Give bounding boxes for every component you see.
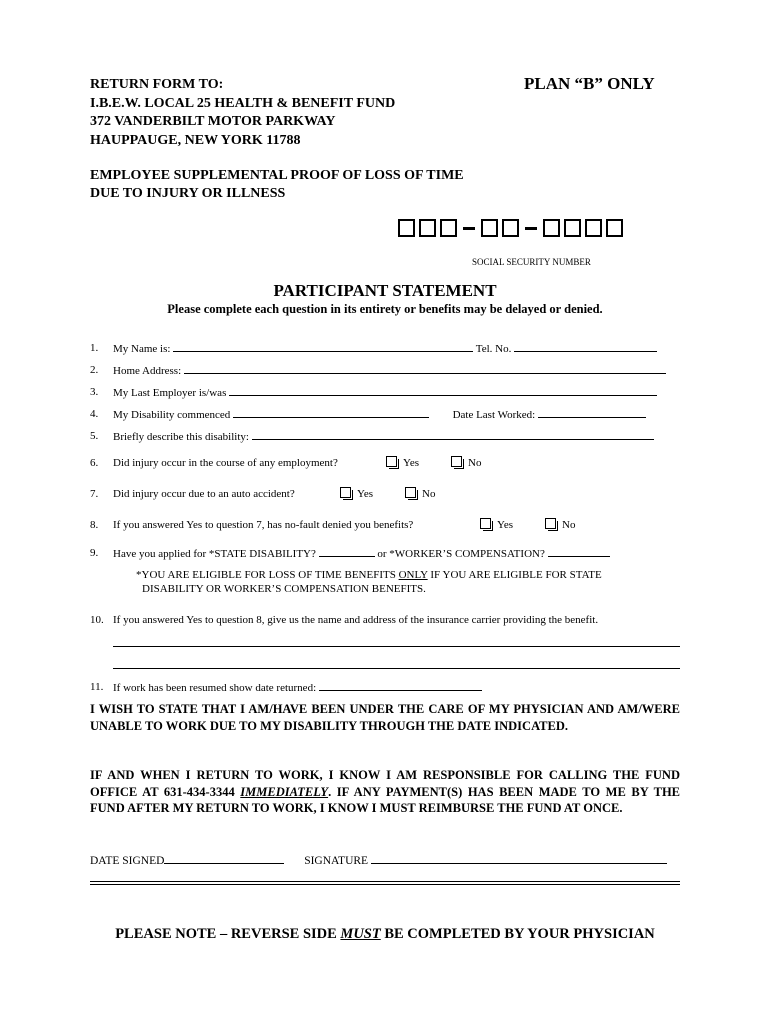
form-title	[90, 167, 464, 203]
date-last-worked-field[interactable]	[538, 407, 646, 418]
checkbox[interactable]	[386, 456, 397, 467]
date-signed-label: DATE SIGNED	[90, 855, 165, 867]
immediately-emphasis: IMMEDIATELY	[240, 784, 329, 799]
city-address: HAUPPAUGE, NEW YORK 11788	[90, 132, 301, 148]
question-number: 9.	[90, 547, 99, 559]
date-last-worked-label: Date Last Worked:	[452, 409, 536, 421]
footer-text: BE COMPLETED BY YOUR PHYSICIAN	[380, 926, 655, 942]
date-signed-field[interactable]	[164, 853, 284, 864]
date-returned-field[interactable]	[319, 680, 482, 691]
divider	[90, 881, 680, 882]
ssn-separator	[525, 227, 537, 230]
ssn-separator	[463, 227, 475, 230]
must-emphasis: MUST	[340, 926, 381, 942]
tel-label: Tel. No.	[475, 343, 512, 355]
employment-no-option[interactable]	[451, 456, 481, 470]
return-text: . IF ANY PAYMENT(S) HAS BEEN MADE TO ME BY THE FUND AFTER MY RETURN TO WORK, I KNOW I MUST REIMBURSE THE FUND AT ONCE.	[90, 784, 680, 815]
tel-field[interactable]	[514, 341, 657, 352]
ssn-digit-box[interactable]	[564, 219, 581, 237]
yes-label: Yes	[403, 457, 420, 469]
date-returned-label: If work has been resumed show date returned:	[113, 682, 317, 694]
ssn-digit-box[interactable]	[440, 219, 457, 237]
auto-no-option[interactable]	[405, 487, 435, 501]
signature-row	[90, 853, 667, 867]
fund-name: I.B.E.W. LOCAL 25 HEALTH & BENEFIT FUND	[90, 95, 396, 111]
signature-label: SIGNATURE	[304, 855, 369, 867]
state-disability-field[interactable]	[319, 546, 375, 557]
home-address-field[interactable]	[184, 363, 666, 374]
form-title-line1: EMPLOYEE SUPPLEMENTAL PROOF OF LOSS OF TIME	[90, 168, 464, 183]
insurance-carrier-question: If you answered Yes to question 8, give us the name and address of the insurance carrier providing the benefit.	[113, 614, 599, 626]
auto-yes-option[interactable]	[340, 487, 373, 501]
no-label: No	[468, 457, 482, 469]
physician-note	[0, 926, 770, 943]
yes-label: Yes	[497, 519, 514, 531]
last-employer-field[interactable]	[229, 385, 657, 396]
name-field[interactable]	[173, 341, 473, 352]
state-disability-label: Have you applied for *STATE DISABILITY?	[113, 548, 316, 560]
divider	[90, 884, 680, 885]
return-to-work-statement	[90, 767, 680, 817]
question-number: 11.	[90, 681, 104, 693]
no-label: No	[422, 488, 436, 500]
workers-comp-label: or *WORKER’S COMPENSATION?	[377, 548, 545, 560]
question-number: 7.	[90, 488, 99, 500]
question-number: 4.	[90, 408, 99, 420]
ssn-digit-box[interactable]	[502, 219, 519, 237]
question-number: 8.	[90, 519, 99, 531]
physician-care-statement: I WISH TO STATE THAT I AM/HAVE BEEN UNDER THE CARE OF MY PHYSICIAN AND AM/WERE UNABLE TO WORK DUE TO MY DISABILITY THROUGH THE DATE INDICATED.	[90, 702, 680, 733]
employment-question: Did injury occur in the course of any employment?	[113, 457, 338, 469]
question-number: 3.	[90, 386, 99, 398]
only-emphasis: ONLY	[398, 569, 428, 581]
ssn-digit-box[interactable]	[419, 219, 436, 237]
checkbox[interactable]	[340, 487, 351, 498]
last-employer-label: My Last Employer is/was	[113, 387, 227, 399]
no-label: No	[562, 519, 576, 531]
checkbox[interactable]	[451, 456, 462, 467]
street-address: 372 VANDERBILT MOTOR PARKWAY	[90, 114, 336, 129]
question-number: 6.	[90, 457, 99, 469]
ssn-input-group	[398, 219, 627, 237]
question-number: 2.	[90, 364, 99, 376]
checkbox[interactable]	[405, 487, 416, 498]
insurance-carrier-field-line2[interactable]	[113, 668, 680, 669]
disability-description-label: Briefly describe this disability:	[113, 431, 249, 443]
eligibility-text: IF YOU ARE ELIGIBLE FOR STATE	[427, 569, 602, 581]
workers-comp-field[interactable]	[548, 546, 610, 557]
ssn-digit-box[interactable]	[398, 219, 415, 237]
question-number: 10.	[90, 614, 104, 626]
return-text: IF AND WHEN I RETURN TO WORK, I KNOW I AM RESPONSIBLE FOR CALLING THE FUND OFFICE AT 631-434-3344	[90, 768, 680, 799]
return-address-block	[90, 76, 395, 150]
ssn-digit-box[interactable]	[606, 219, 623, 237]
auto-accident-question: Did injury occur due to an auto accident?	[113, 488, 295, 500]
no-fault-question: If you answered Yes to question 7, has no-fault denied you benefits?	[113, 519, 414, 531]
signature-field[interactable]	[371, 853, 667, 864]
checkbox[interactable]	[480, 518, 491, 529]
employment-yes-option[interactable]	[386, 456, 419, 470]
no-fault-no-option[interactable]	[545, 518, 575, 532]
home-address-label: Home Address:	[113, 365, 182, 377]
eligibility-text: *YOU ARE ELIGIBLE FOR LOSS OF TIME BENEFITS	[136, 569, 399, 581]
ssn-digit-box[interactable]	[585, 219, 602, 237]
disability-commenced-label: My Disability commenced	[113, 409, 231, 421]
form-title-line2: DUE TO INJURY OR ILLNESS	[90, 186, 286, 201]
statement-title: PARTICIPANT STATEMENT	[273, 281, 497, 300]
eligibility-text-line2: DISABILITY OR WORKER’S COMPENSATION BENEFITS.	[142, 583, 426, 595]
name-label: My Name is:	[113, 343, 171, 355]
no-fault-yes-option[interactable]	[480, 518, 513, 532]
question-number: 5.	[90, 430, 99, 442]
statement-instruction: Please complete each question in its entirety or benefits may be delayed or denied.	[167, 302, 603, 316]
eligibility-note	[136, 568, 602, 596]
footer-text: PLEASE NOTE – REVERSE SIDE	[115, 926, 341, 942]
insurance-carrier-field-line1[interactable]	[113, 646, 680, 647]
ssn-label: SOCIAL SECURITY NUMBER	[472, 257, 591, 267]
yes-label: Yes	[357, 488, 374, 500]
plan-label: PLAN “B” ONLY	[524, 74, 655, 93]
ssn-digit-box[interactable]	[543, 219, 560, 237]
disability-commenced-field[interactable]	[233, 407, 429, 418]
question-number: 1.	[90, 342, 99, 354]
disability-description-field[interactable]	[252, 429, 654, 440]
checkbox[interactable]	[545, 518, 556, 529]
ssn-digit-box[interactable]	[481, 219, 498, 237]
return-to-label: RETURN FORM TO:	[90, 77, 224, 92]
